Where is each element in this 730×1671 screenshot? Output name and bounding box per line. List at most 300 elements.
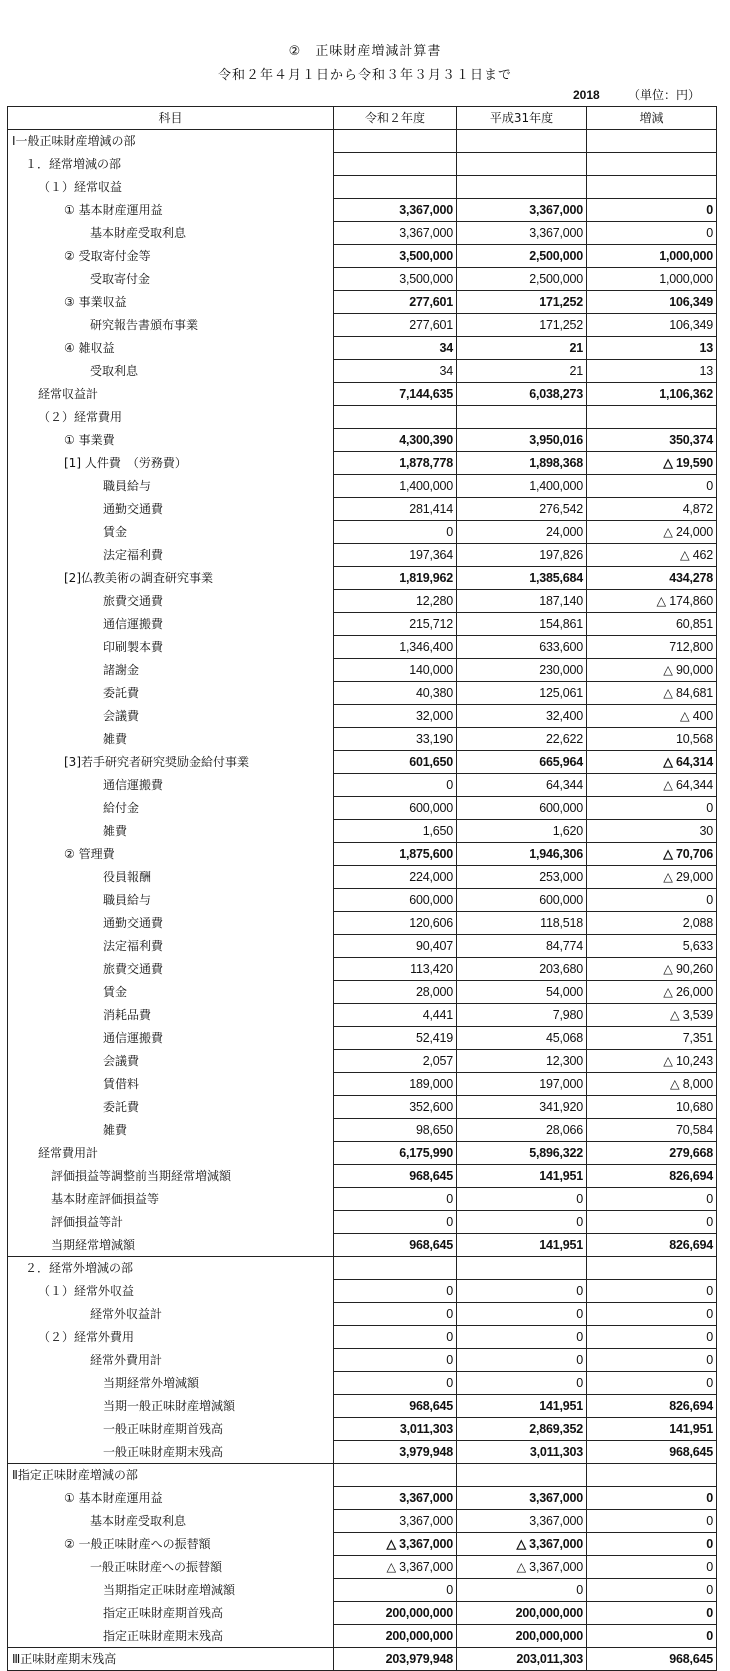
value-change: 968,645: [587, 1441, 717, 1464]
value-h31: [457, 176, 587, 199]
value-change: [587, 130, 717, 153]
value-change: 2,088: [587, 912, 717, 935]
value-change: 0: [587, 797, 717, 820]
value-change: △ 26,000: [587, 981, 717, 1004]
value-h31: △ 3,367,000: [457, 1556, 587, 1579]
value-change: △ 462: [587, 544, 717, 567]
value-r2: 968,645: [334, 1395, 457, 1418]
value-h31: 5,896,322: [457, 1142, 587, 1165]
value-change: 106,349: [587, 314, 717, 337]
row-label: 受取寄付金: [8, 268, 334, 291]
column-header-r2: 令和２年度: [334, 107, 457, 130]
value-change: [587, 176, 717, 199]
table-row: [8, 981, 717, 1004]
table-row: [8, 291, 717, 314]
value-r2: 1,878,778: [334, 452, 457, 475]
row-label: 法定福利費: [8, 544, 334, 567]
row-label: 諸謝金: [8, 659, 334, 682]
row-label: 基本財産評価損益等: [8, 1188, 334, 1211]
row-label: ③ 事業収益: [8, 291, 334, 314]
table-row: [8, 1096, 717, 1119]
row-label: ① 事業費: [8, 429, 334, 452]
value-h31: 2,500,000: [457, 245, 587, 268]
value-h31: 203,011,303: [457, 1648, 587, 1671]
value-h31: 1,898,368: [457, 452, 587, 475]
value-change: △ 3,539: [587, 1004, 717, 1027]
row-label: 雑費: [8, 1119, 334, 1142]
value-r2: 1,346,400: [334, 636, 457, 659]
value-h31: 0: [457, 1303, 587, 1326]
value-h31: 0: [457, 1326, 587, 1349]
table-row: [8, 1533, 717, 1556]
table-row: [8, 1510, 717, 1533]
value-h31: 200,000,000: [457, 1602, 587, 1625]
value-change: 0: [587, 1349, 717, 1372]
table-row: [8, 567, 717, 590]
value-r2: 1,400,000: [334, 475, 457, 498]
value-change: 0: [587, 1188, 717, 1211]
row-label: 賃借料: [8, 1073, 334, 1096]
value-change: 10,568: [587, 728, 717, 751]
table-row: [8, 153, 717, 176]
value-r2: 197,364: [334, 544, 457, 567]
table-row: [8, 1027, 717, 1050]
row-label: 消耗品費: [8, 1004, 334, 1027]
row-label: Ⅰ一般正味財産増減の部: [8, 130, 334, 153]
value-change: 0: [587, 1372, 717, 1395]
value-h31: 32,400: [457, 705, 587, 728]
table-row: [8, 774, 717, 797]
row-label: １．経常増減の部: [8, 153, 334, 176]
period-subtitle: 令和２年４月１日から令和３年３月３１日まで: [217, 68, 512, 83]
value-r2: 3,367,000: [334, 1510, 457, 1533]
value-change: △ 90,000: [587, 659, 717, 682]
value-h31: 125,061: [457, 682, 587, 705]
value-r2: 3,500,000: [334, 245, 457, 268]
row-label: ① 基本財産運用益: [8, 199, 334, 222]
table-row: [8, 866, 717, 889]
row-label: 指定正味財産期末残高: [8, 1625, 334, 1648]
row-label: ② 受取寄付金等: [8, 245, 334, 268]
table-row: [8, 1050, 717, 1073]
value-change: 13: [587, 360, 717, 383]
row-label: 旅費交通費: [8, 958, 334, 981]
table-row: [8, 199, 717, 222]
table-row: [8, 245, 717, 268]
value-r2: 0: [334, 1303, 457, 1326]
value-change: 0: [587, 1625, 717, 1648]
value-r2: 200,000,000: [334, 1602, 457, 1625]
value-h31: 276,542: [457, 498, 587, 521]
value-h31: 0: [457, 1579, 587, 1602]
year-note: 2018: [573, 88, 600, 102]
value-r2: [334, 130, 457, 153]
value-h31: 600,000: [457, 889, 587, 912]
value-h31: 200,000,000: [457, 1625, 587, 1648]
value-change: 0: [587, 222, 717, 245]
value-r2: 3,367,000: [334, 199, 457, 222]
row-label: Ⅱ指定正味財産増減の部: [8, 1464, 334, 1487]
value-r2: 0: [334, 1349, 457, 1372]
value-h31: 1,400,000: [457, 475, 587, 498]
table-row: [8, 843, 717, 866]
value-h31: 1,946,306: [457, 843, 587, 866]
value-change: 826,694: [587, 1234, 717, 1257]
table-row: [8, 1303, 717, 1326]
row-label: 給付金: [8, 797, 334, 820]
value-r2: 968,645: [334, 1165, 457, 1188]
row-label: ① 基本財産運用益: [8, 1487, 334, 1510]
table-row: [8, 176, 717, 199]
value-r2: 0: [334, 1188, 457, 1211]
table-row: [8, 682, 717, 705]
row-label: 指定正味財産期首残高: [8, 1602, 334, 1625]
row-label: 職員給与: [8, 889, 334, 912]
value-change: 106,349: [587, 291, 717, 314]
value-r2: 40,380: [334, 682, 457, 705]
value-h31: 118,518: [457, 912, 587, 935]
value-h31: 197,000: [457, 1073, 587, 1096]
table-row: [8, 1625, 717, 1648]
table-row: [8, 1395, 717, 1418]
table-row: [8, 498, 717, 521]
value-r2: 0: [334, 1280, 457, 1303]
row-label: 評価損益等計: [8, 1211, 334, 1234]
value-r2: 28,000: [334, 981, 457, 1004]
value-r2: 189,000: [334, 1073, 457, 1096]
value-r2: 0: [334, 1579, 457, 1602]
value-h31: 21: [457, 360, 587, 383]
table-row: [8, 1487, 717, 1510]
row-label: 当期経常外増減額: [8, 1372, 334, 1395]
value-change: 10,680: [587, 1096, 717, 1119]
row-label: 基本財産受取利息: [8, 1510, 334, 1533]
value-h31: 2,500,000: [457, 268, 587, 291]
value-change: △ 8,000: [587, 1073, 717, 1096]
value-r2: 34: [334, 360, 457, 383]
value-r2: 1,819,962: [334, 567, 457, 590]
row-label: 会議費: [8, 705, 334, 728]
value-h31: 3,367,000: [457, 199, 587, 222]
value-h31: 54,000: [457, 981, 587, 1004]
value-h31: 3,367,000: [457, 222, 587, 245]
value-h31: 197,826: [457, 544, 587, 567]
value-r2: 3,979,948: [334, 1441, 457, 1464]
value-change: 141,951: [587, 1418, 717, 1441]
value-h31: 22,622: [457, 728, 587, 751]
table-row: [8, 383, 717, 406]
unit-note: （単位：円）: [628, 88, 701, 102]
value-change: 0: [587, 1211, 717, 1234]
column-header-h31: 平成31年度: [457, 107, 587, 130]
value-r2: [334, 406, 457, 429]
value-change: △ 400: [587, 705, 717, 728]
table-row: [8, 751, 717, 774]
table-row: [8, 1188, 717, 1211]
value-h31: 141,951: [457, 1234, 587, 1257]
table-row: [8, 1004, 717, 1027]
table-row: [8, 1211, 717, 1234]
row-label: 経常収益計: [8, 383, 334, 406]
value-h31: 3,367,000: [457, 1510, 587, 1533]
value-r2: 120,606: [334, 912, 457, 935]
value-r2: 0: [334, 521, 457, 544]
row-label: 賃金: [8, 521, 334, 544]
value-h31: 0: [457, 1372, 587, 1395]
row-label: [1] 人件費 （労務費）: [8, 452, 334, 475]
value-change: 0: [587, 889, 717, 912]
value-h31: 0: [457, 1349, 587, 1372]
value-h31: 0: [457, 1188, 587, 1211]
value-change: 7,351: [587, 1027, 717, 1050]
value-change: 968,645: [587, 1648, 717, 1671]
row-label: 雑費: [8, 728, 334, 751]
table-row: [8, 475, 717, 498]
value-change: 0: [587, 1602, 717, 1625]
value-h31: 3,367,000: [457, 1487, 587, 1510]
value-r2: 0: [334, 774, 457, 797]
value-r2: 600,000: [334, 797, 457, 820]
header-row: [8, 107, 717, 130]
row-label: 経常費用計: [8, 1142, 334, 1165]
value-h31: 154,861: [457, 613, 587, 636]
table-row: [8, 1602, 717, 1625]
row-label: 役員報酬: [8, 866, 334, 889]
value-r2: 281,414: [334, 498, 457, 521]
value-change: [587, 1257, 717, 1280]
value-r2: 98,650: [334, 1119, 457, 1142]
table-row: [8, 935, 717, 958]
value-change: 60,851: [587, 613, 717, 636]
value-r2: 601,650: [334, 751, 457, 774]
table-row: [8, 613, 717, 636]
value-h31: 633,600: [457, 636, 587, 659]
value-change: 13: [587, 337, 717, 360]
row-label: [3]若手研究者研究奨励金給付事業: [8, 751, 334, 774]
value-r2: 32,000: [334, 705, 457, 728]
row-label: Ⅲ正味財産期末残高: [8, 1648, 334, 1671]
row-label: 雑費: [8, 820, 334, 843]
value-h31: 187,140: [457, 590, 587, 613]
value-h31: 64,344: [457, 774, 587, 797]
table-row: [8, 360, 717, 383]
value-h31: 230,000: [457, 659, 587, 682]
value-h31: 3,950,016: [457, 429, 587, 452]
value-h31: 600,000: [457, 797, 587, 820]
value-h31: [457, 1257, 587, 1280]
document-title: ② 正味財産増減計算書: [288, 44, 442, 59]
row-label: 印刷製本費: [8, 636, 334, 659]
value-change: [587, 1464, 717, 1487]
value-r2: [334, 1257, 457, 1280]
value-h31: △ 3,367,000: [457, 1533, 587, 1556]
table-row: [8, 429, 717, 452]
table-row: [8, 1464, 717, 1487]
value-r2: 215,712: [334, 613, 457, 636]
table-row: [8, 544, 717, 567]
row-label: 一般正味財産期首残高: [8, 1418, 334, 1441]
value-r2: [334, 153, 457, 176]
value-change: 1,000,000: [587, 268, 717, 291]
value-r2: 12,280: [334, 590, 457, 613]
value-change: 0: [587, 1556, 717, 1579]
table-row: [8, 705, 717, 728]
table-row: [8, 1326, 717, 1349]
value-r2: △ 3,367,000: [334, 1556, 457, 1579]
row-label: 会議費: [8, 1050, 334, 1073]
value-r2: △ 3,367,000: [334, 1533, 457, 1556]
value-change: 0: [587, 1533, 717, 1556]
value-h31: 6,038,273: [457, 383, 587, 406]
value-h31: 1,385,684: [457, 567, 587, 590]
value-h31: 21: [457, 337, 587, 360]
value-r2: 140,000: [334, 659, 457, 682]
value-r2: 203,979,948: [334, 1648, 457, 1671]
value-change: △ 19,590: [587, 452, 717, 475]
value-r2: 90,407: [334, 935, 457, 958]
row-label: ② 管理費: [8, 843, 334, 866]
table-row: [8, 728, 717, 751]
table-row: [8, 797, 717, 820]
value-change: 1,106,362: [587, 383, 717, 406]
value-r2: 1,650: [334, 820, 457, 843]
value-change: △ 84,681: [587, 682, 717, 705]
table-row: [8, 1257, 717, 1280]
table-row: [8, 1579, 717, 1602]
table-row: [8, 1372, 717, 1395]
net-assets-statement-table: [7, 106, 717, 1671]
value-r2: 52,419: [334, 1027, 457, 1050]
value-change: △ 29,000: [587, 866, 717, 889]
value-r2: [334, 176, 457, 199]
table-row: [8, 636, 717, 659]
value-change: 0: [587, 1579, 717, 1602]
value-h31: 665,964: [457, 751, 587, 774]
table-row: [8, 406, 717, 429]
row-label: 一般正味財産への振替額: [8, 1556, 334, 1579]
value-r2: 4,441: [334, 1004, 457, 1027]
value-h31: 0: [457, 1211, 587, 1234]
table-row: [8, 820, 717, 843]
row-label: （２）経常外費用: [8, 1326, 334, 1349]
value-r2: 0: [334, 1372, 457, 1395]
value-h31: 84,774: [457, 935, 587, 958]
table-row: [8, 1418, 717, 1441]
table-row: [8, 1441, 717, 1464]
value-change: △ 70,706: [587, 843, 717, 866]
table-row: [8, 268, 717, 291]
value-r2: 7,144,635: [334, 383, 457, 406]
row-label: 通勤交通費: [8, 912, 334, 935]
value-h31: [457, 153, 587, 176]
row-label: 通信運搬費: [8, 774, 334, 797]
value-change: 1,000,000: [587, 245, 717, 268]
row-label: 当期一般正味財産増減額: [8, 1395, 334, 1418]
table-row: [8, 889, 717, 912]
row-label: 通勤交通費: [8, 498, 334, 521]
value-r2: 2,057: [334, 1050, 457, 1073]
row-label: 当期経常増減額: [8, 1234, 334, 1257]
table-row: [8, 1142, 717, 1165]
row-label: 委託費: [8, 1096, 334, 1119]
table-row: [8, 1234, 717, 1257]
value-change: [587, 406, 717, 429]
row-label: 職員給与: [8, 475, 334, 498]
table-row: [8, 1349, 717, 1372]
table-row: [8, 1073, 717, 1096]
table-row: [8, 521, 717, 544]
table-row: [8, 130, 717, 153]
value-h31: 3,011,303: [457, 1441, 587, 1464]
value-r2: 277,601: [334, 314, 457, 337]
value-change: 0: [587, 475, 717, 498]
table-row: [8, 958, 717, 981]
value-change: 434,278: [587, 567, 717, 590]
value-h31: 253,000: [457, 866, 587, 889]
row-label: 法定福利費: [8, 935, 334, 958]
value-change: 826,694: [587, 1395, 717, 1418]
table-row: [8, 452, 717, 475]
value-h31: 24,000: [457, 521, 587, 544]
value-r2: 968,645: [334, 1234, 457, 1257]
table-row: [8, 337, 717, 360]
value-r2: 34: [334, 337, 457, 360]
row-label: ② 一般正味財産への振替額: [8, 1533, 334, 1556]
row-label: （１）経常収益: [8, 176, 334, 199]
row-label: 基本財産受取利息: [8, 222, 334, 245]
table-row: [8, 912, 717, 935]
value-change: 826,694: [587, 1165, 717, 1188]
value-change: 350,374: [587, 429, 717, 452]
column-header-account: 科目: [8, 107, 334, 130]
table-row: [8, 1165, 717, 1188]
value-r2: 1,875,600: [334, 843, 457, 866]
row-label: 経常外収益計: [8, 1303, 334, 1326]
value-h31: 12,300: [457, 1050, 587, 1073]
value-change: 70,584: [587, 1119, 717, 1142]
value-change: 712,800: [587, 636, 717, 659]
value-r2: 0: [334, 1326, 457, 1349]
value-change: 0: [587, 199, 717, 222]
row-label: ④ 雑収益: [8, 337, 334, 360]
value-change: 30: [587, 820, 717, 843]
value-change: △ 90,260: [587, 958, 717, 981]
row-label: 評価損益等調整前当期経常増減額: [8, 1165, 334, 1188]
value-change: 0: [587, 1303, 717, 1326]
row-label: （１）経常外収益: [8, 1280, 334, 1303]
row-label: 賃金: [8, 981, 334, 1004]
value-change: 0: [587, 1280, 717, 1303]
row-label: 当期指定正味財産増減額: [8, 1579, 334, 1602]
value-r2: 33,190: [334, 728, 457, 751]
row-label: 旅費交通費: [8, 590, 334, 613]
value-h31: 28,066: [457, 1119, 587, 1142]
value-change: △ 24,000: [587, 521, 717, 544]
value-r2: 4,300,390: [334, 429, 457, 452]
table-row: [8, 590, 717, 613]
value-r2: 352,600: [334, 1096, 457, 1119]
statement-rows: [8, 130, 717, 1671]
row-label: 一般正味財産期末残高: [8, 1441, 334, 1464]
row-label: 通信運搬費: [8, 1027, 334, 1050]
table-row: [8, 1556, 717, 1579]
value-h31: 141,951: [457, 1165, 587, 1188]
value-change: 0: [587, 1487, 717, 1510]
table-row: [8, 1280, 717, 1303]
value-h31: 141,951: [457, 1395, 587, 1418]
row-label: 受取利息: [8, 360, 334, 383]
row-label: [2]仏教美術の調査研究事業: [8, 567, 334, 590]
